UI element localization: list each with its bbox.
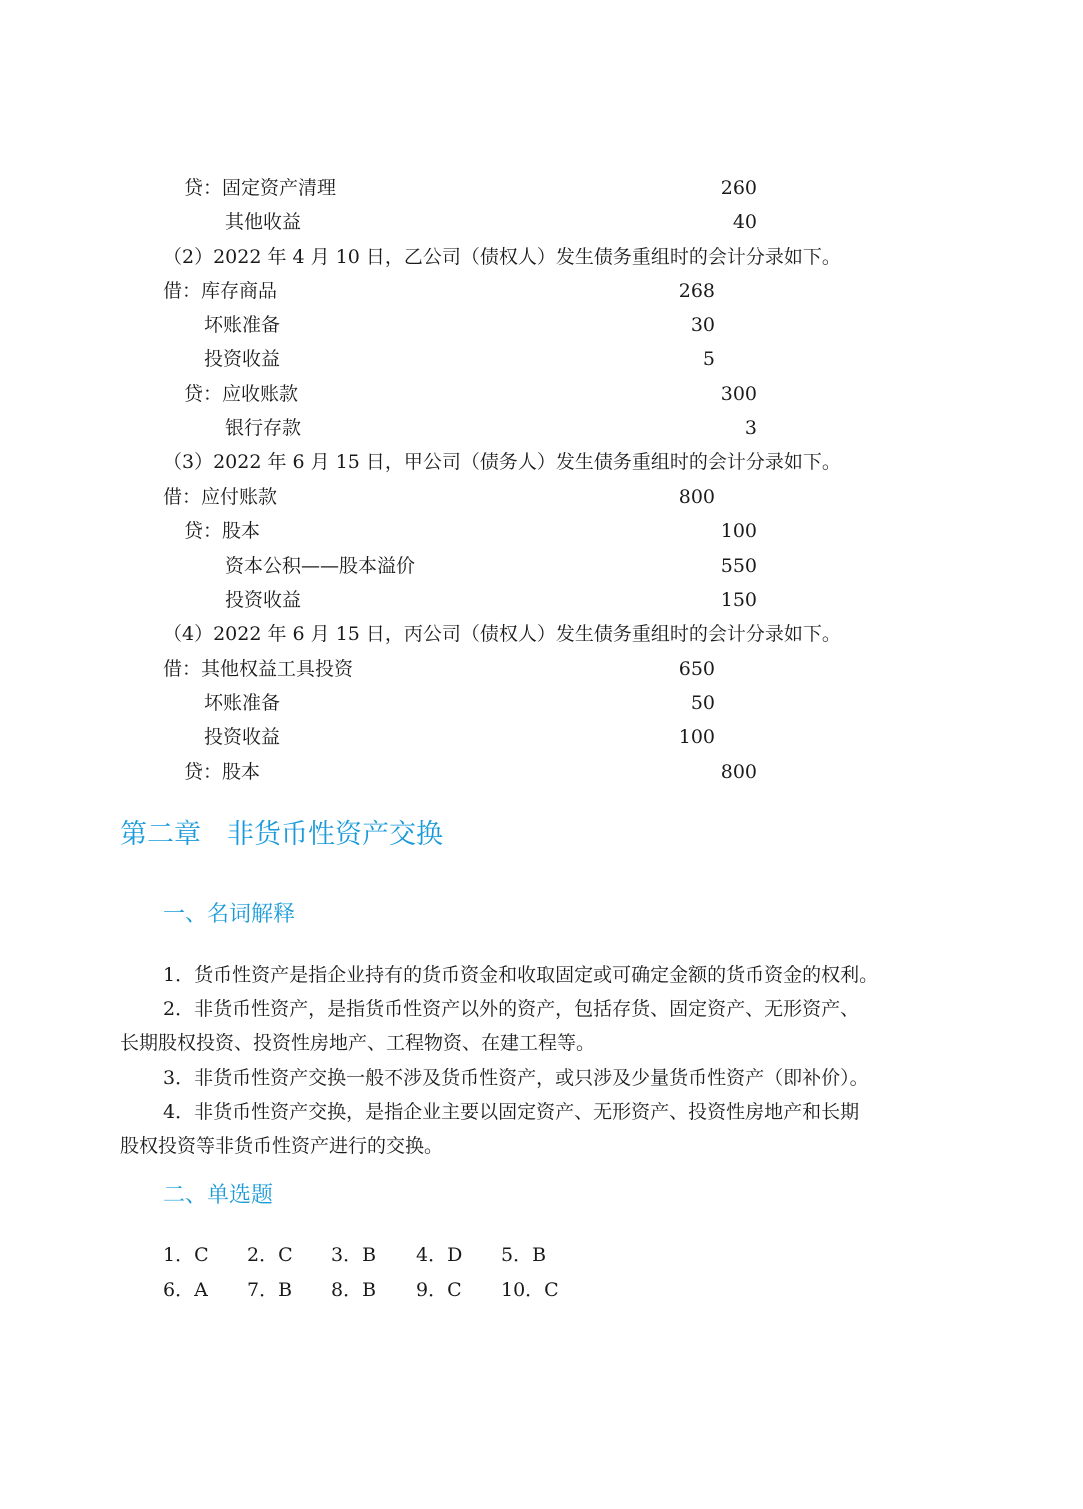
- journal-line: [0, 720, 1083, 754]
- journal-line: [0, 274, 1083, 308]
- chapter-number: 第二章: [120, 819, 201, 850]
- section-title-definitions: 一、名词解释: [163, 902, 296, 927]
- journal-line: [0, 549, 1083, 583]
- entry-label: 坏账准备: [204, 314, 281, 336]
- journal-line: [0, 377, 1083, 411]
- journal-line: [0, 411, 1083, 445]
- entry-label: 其他收益: [225, 211, 302, 233]
- chapter-heading: [120, 812, 443, 858]
- entry-label: 坏账准备: [204, 692, 281, 714]
- entry-heading-text: （2）2022 年 4 月 10 日，乙公司（债权人）发生债务重组时的会计分录如下。: [163, 246, 841, 268]
- entry-amount: 800: [720, 761, 757, 783]
- entry-amount: 100: [720, 520, 757, 542]
- answer-item: 10．C: [501, 1279, 559, 1301]
- entry-label: 投资收益: [204, 348, 281, 370]
- entry-label: 借：其他权益工具投资: [163, 658, 354, 680]
- journal-heading: [0, 617, 1083, 651]
- answer-item: 5．B: [501, 1244, 547, 1266]
- journal-line: [0, 514, 1083, 548]
- definition-paragraph: 4．非货币性资产交换，是指企业主要以固定资产、无形资产、投资性房地产和长期: [163, 1101, 860, 1123]
- entry-label: 贷：固定资产清理: [184, 177, 337, 199]
- entry-amount: 300: [720, 383, 757, 405]
- answer-item: 7．B: [247, 1279, 293, 1301]
- entry-label: 借：库存商品: [163, 280, 278, 302]
- journal-line: [0, 342, 1083, 376]
- answer-item: 1．C: [163, 1244, 209, 1266]
- journal-line: [0, 686, 1083, 720]
- journal-line: [0, 583, 1083, 617]
- entry-amount: 550: [720, 555, 757, 577]
- answer-item: 3．B: [331, 1244, 377, 1266]
- entry-label: 投资收益: [225, 589, 302, 611]
- entry-amount: 268: [678, 280, 715, 302]
- journal-heading: [0, 445, 1083, 479]
- entry-heading-text: （4）2022 年 6 月 15 日，丙公司（债权人）发生债务重组时的会计分录如下。: [163, 623, 841, 645]
- entry-label: 贷：股本: [184, 520, 261, 542]
- definition-paragraph-continued: 股权投资等非货币性资产进行的交换。: [120, 1135, 444, 1157]
- entry-amount: 50: [690, 692, 715, 714]
- answer-item: 6．A: [163, 1279, 208, 1301]
- entry-label: 贷：股本: [184, 761, 261, 783]
- entry-label: 银行存款: [225, 417, 302, 439]
- chapter-title: 非货币性资产交换: [227, 819, 443, 850]
- entry-heading-text: （3）2022 年 6 月 15 日，甲公司（债务人）发生债务重组时的会计分录如下。: [163, 451, 841, 473]
- definition-paragraph: 2．非货币性资产，是指货币性资产以外的资产，包括存货、固定资产、无形资产、: [163, 998, 860, 1020]
- entry-label: 资本公积——股本溢价: [225, 555, 416, 577]
- entry-amount: 5: [702, 348, 715, 370]
- entry-amount: 260: [720, 177, 757, 199]
- answer-item: 4．D: [416, 1244, 463, 1266]
- section-title-single-choice: 二、单选题: [163, 1183, 274, 1208]
- journal-heading: [0, 240, 1083, 274]
- entry-label: 投资收益: [204, 726, 281, 748]
- entry-amount: 650: [678, 658, 715, 680]
- entry-amount: 3: [744, 417, 757, 439]
- journal-line: [0, 652, 1083, 686]
- definition-paragraph: 1．货币性资产是指企业持有的货币资金和收取固定或可确定金额的货币资金的权利。: [163, 964, 879, 986]
- entry-amount: 30: [690, 314, 715, 336]
- journal-line: [0, 480, 1083, 514]
- answer-item: 8．B: [331, 1279, 377, 1301]
- entry-amount: 100: [678, 726, 715, 748]
- entry-amount: 40: [732, 211, 757, 233]
- entry-label: 贷：应收账款: [184, 383, 299, 405]
- entry-label: 借：应付账款: [163, 486, 278, 508]
- journal-line: [0, 308, 1083, 342]
- journal-line: [0, 205, 1083, 239]
- answer-item: 9．C: [416, 1279, 462, 1301]
- journal-line: [0, 171, 1083, 205]
- journal-line: [0, 755, 1083, 789]
- definition-paragraph: 3．非货币性资产交换一般不涉及货币性资产，或只涉及少量货币性资产（即补价）。: [163, 1067, 869, 1089]
- entry-amount: 150: [720, 589, 757, 611]
- answer-item: 2．C: [247, 1244, 293, 1266]
- definition-paragraph-continued: 长期股权投资、投资性房地产、工程物资、在建工程等。: [120, 1032, 596, 1054]
- entry-amount: 800: [678, 486, 715, 508]
